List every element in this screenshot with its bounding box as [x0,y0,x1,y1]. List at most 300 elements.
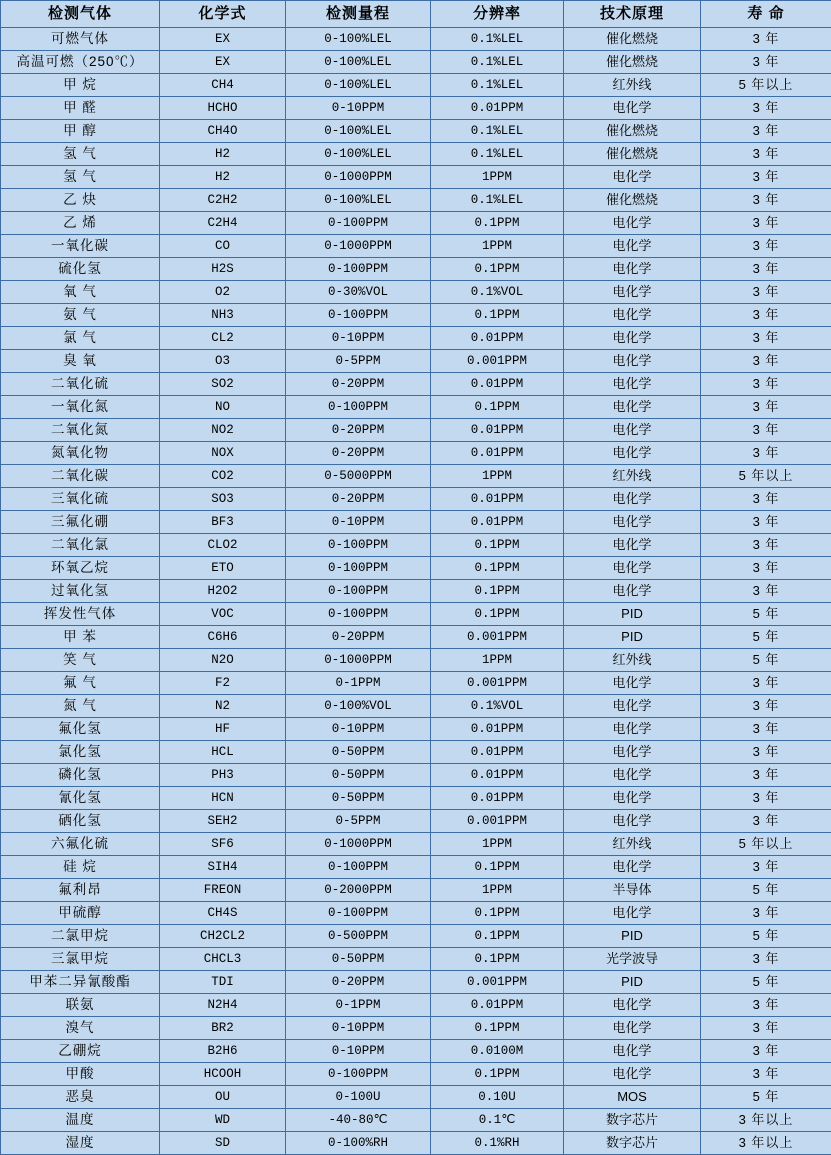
table-row [1,741,831,764]
cell-formula: HCOOH [160,1063,286,1086]
cell-formula: OU [160,1086,286,1109]
cell-life: 5 年 [701,649,831,672]
cell-principle: MOS [564,1086,701,1109]
cell-gas-name: 一氧化氮 [1,396,160,419]
cell-resolution: 1PPM [431,649,564,672]
cell-life: 3 年 [701,994,831,1017]
cell-formula: CH4O [160,120,286,143]
table-row [1,281,831,304]
cell-range: 0-30%VOL [286,281,431,304]
cell-resolution: 0.01PPM [431,97,564,120]
cell-life: 3 年 [701,856,831,879]
cell-resolution: 0.001PPM [431,971,564,994]
cell-life: 3 年 [701,557,831,580]
column-header-resolution: 分辨率 [431,1,564,28]
cell-range: 0-5PPM [286,810,431,833]
table-row [1,235,831,258]
cell-principle: 电化学 [564,350,701,373]
cell-principle: 电化学 [564,810,701,833]
column-header-gas: 检测气体 [1,1,160,28]
cell-resolution: 0.01PPM [431,373,564,396]
cell-principle: 催化燃烧 [564,143,701,166]
cell-principle: 数字芯片 [564,1109,701,1132]
cell-range: 0-100%LEL [286,74,431,97]
table-row [1,212,831,235]
cell-principle: 电化学 [564,97,701,120]
cell-formula: HF [160,718,286,741]
cell-formula: SEH2 [160,810,286,833]
cell-gas-name: 臭 氧 [1,350,160,373]
table-row [1,856,831,879]
cell-life: 3 年 [701,764,831,787]
cell-gas-name: 氟 气 [1,672,160,695]
cell-resolution: 0.1PPM [431,925,564,948]
cell-principle: 催化燃烧 [564,189,701,212]
cell-principle: 电化学 [564,787,701,810]
cell-life: 3 年 [701,787,831,810]
cell-principle: 催化燃烧 [564,51,701,74]
cell-principle: 电化学 [564,304,701,327]
cell-resolution: 0.01PPM [431,442,564,465]
cell-resolution: 0.1PPM [431,557,564,580]
cell-gas-name: 氮氧化物 [1,442,160,465]
table-row [1,603,831,626]
cell-range: 0-100PPM [286,902,431,925]
cell-formula: CH4S [160,902,286,925]
cell-gas-name: 氧 气 [1,281,160,304]
cell-formula: BR2 [160,1017,286,1040]
cell-gas-name: 挥发性气体 [1,603,160,626]
table-row [1,1109,831,1132]
cell-principle: 电化学 [564,1040,701,1063]
cell-formula: NO [160,396,286,419]
table-row [1,189,831,212]
cell-range: 0-100PPM [286,304,431,327]
cell-resolution: 0.1%LEL [431,120,564,143]
cell-range: 0-5000PPM [286,465,431,488]
cell-gas-name: 氯化氢 [1,741,160,764]
cell-range: 0-100%RH [286,1132,431,1155]
cell-principle: 电化学 [564,695,701,718]
cell-life: 3 年 [701,672,831,695]
cell-resolution: 0.1PPM [431,534,564,557]
table-row [1,419,831,442]
cell-gas-name: 氰化氢 [1,787,160,810]
cell-resolution: 0.1%LEL [431,51,564,74]
cell-life: 3 年 [701,534,831,557]
cell-range: 0-50PPM [286,764,431,787]
cell-range: 0-2000PPM [286,879,431,902]
cell-formula: SO3 [160,488,286,511]
cell-life: 3 年 [701,580,831,603]
cell-gas-name: 氟化氢 [1,718,160,741]
cell-principle: 电化学 [564,741,701,764]
cell-range: 0-100PPM [286,396,431,419]
table-row [1,626,831,649]
cell-principle: 电化学 [564,511,701,534]
table-row [1,1040,831,1063]
cell-range: 0-100PPM [286,212,431,235]
cell-formula: O3 [160,350,286,373]
table-row [1,994,831,1017]
cell-principle: 红外线 [564,833,701,856]
cell-range: -40-80℃ [286,1109,431,1132]
table-row [1,350,831,373]
table-row [1,1017,831,1040]
cell-formula: FREON [160,879,286,902]
cell-resolution: 0.01PPM [431,488,564,511]
table-row [1,718,831,741]
cell-principle: 红外线 [564,649,701,672]
cell-resolution: 0.01PPM [431,511,564,534]
cell-resolution: 0.1PPM [431,580,564,603]
cell-formula: HCL [160,741,286,764]
cell-gas-name: 高温可燃（250℃） [1,51,160,74]
table-row [1,28,831,51]
cell-range: 0-20PPM [286,373,431,396]
cell-formula: C6H6 [160,626,286,649]
table-row [1,97,831,120]
table-body [1,28,831,1155]
cell-gas-name: 乙 炔 [1,189,160,212]
cell-life: 5 年 [701,626,831,649]
cell-formula: C2H4 [160,212,286,235]
cell-resolution: 0.1%LEL [431,143,564,166]
table-row [1,902,831,925]
table-row [1,833,831,856]
cell-gas-name: 甲酸 [1,1063,160,1086]
cell-gas-name: 硫化氢 [1,258,160,281]
cell-gas-name: 磷化氢 [1,764,160,787]
cell-range: 0-1PPM [286,672,431,695]
table-row [1,258,831,281]
column-header-formula: 化学式 [160,1,286,28]
cell-life: 3 年 [701,373,831,396]
cell-range: 0-100%VOL [286,695,431,718]
cell-range: 0-100PPM [286,1063,431,1086]
cell-life: 3 年 [701,281,831,304]
cell-gas-name: 甲苯二异氰酸酯 [1,971,160,994]
cell-principle: 电化学 [564,672,701,695]
table-row [1,1132,831,1155]
table-row [1,1063,831,1086]
cell-resolution: 0.1PPM [431,948,564,971]
cell-principle: PID [564,603,701,626]
cell-principle: 电化学 [564,327,701,350]
cell-formula: BF3 [160,511,286,534]
table-row [1,948,831,971]
cell-range: 0-50PPM [286,948,431,971]
table-row [1,557,831,580]
cell-formula: EX [160,51,286,74]
cell-resolution: 0.1PPM [431,603,564,626]
cell-life: 3 年 [701,396,831,419]
cell-range: 0-100PPM [286,603,431,626]
cell-life: 3 年 [701,1063,831,1086]
cell-resolution: 0.1PPM [431,856,564,879]
cell-range: 0-5PPM [286,350,431,373]
cell-resolution: 1PPM [431,166,564,189]
cell-principle: 电化学 [564,258,701,281]
cell-resolution: 0.1%RH [431,1132,564,1155]
cell-life: 3 年 [701,442,831,465]
cell-life: 3 年 [701,1040,831,1063]
cell-resolution: 1PPM [431,465,564,488]
cell-resolution: 0.01PPM [431,741,564,764]
cell-range: 0-10PPM [286,511,431,534]
cell-gas-name: 氢 气 [1,143,160,166]
table-row [1,166,831,189]
cell-gas-name: 氮 气 [1,695,160,718]
cell-gas-name: 三氧化硫 [1,488,160,511]
cell-gas-name: 氯 气 [1,327,160,350]
cell-life: 3 年 [701,304,831,327]
cell-resolution: 0.1PPM [431,212,564,235]
cell-gas-name: 甲 醇 [1,120,160,143]
cell-principle: 催化燃烧 [564,28,701,51]
cell-formula: NH3 [160,304,286,327]
cell-resolution: 0.1PPM [431,258,564,281]
cell-resolution: 0.1%VOL [431,281,564,304]
cell-resolution: 0.1%LEL [431,189,564,212]
cell-principle: 电化学 [564,235,701,258]
cell-range: 0-20PPM [286,488,431,511]
cell-gas-name: 氨 气 [1,304,160,327]
cell-range: 0-10PPM [286,97,431,120]
cell-principle: 电化学 [564,580,701,603]
cell-principle: 电化学 [564,718,701,741]
cell-resolution: 0.01PPM [431,994,564,1017]
cell-range: 0-100%LEL [286,189,431,212]
cell-resolution: 0.001PPM [431,672,564,695]
cell-principle: 电化学 [564,442,701,465]
table-row [1,925,831,948]
cell-gas-name: 乙 烯 [1,212,160,235]
cell-principle: 电化学 [564,419,701,442]
cell-resolution: 0.001PPM [431,626,564,649]
cell-range: 0-20PPM [286,971,431,994]
cell-life: 3 年 [701,166,831,189]
table-row [1,465,831,488]
cell-gas-name: 六氟化硫 [1,833,160,856]
table-row [1,396,831,419]
cell-principle: 电化学 [564,902,701,925]
cell-principle: 电化学 [564,994,701,1017]
cell-resolution: 1PPM [431,833,564,856]
column-header-life: 寿 命 [701,1,831,28]
cell-gas-name: 环氧乙烷 [1,557,160,580]
cell-range: 0-20PPM [286,419,431,442]
cell-formula: CL2 [160,327,286,350]
cell-principle: 电化学 [564,1017,701,1040]
cell-life: 3 年 [701,258,831,281]
cell-range: 0-1000PPM [286,649,431,672]
cell-formula: NOX [160,442,286,465]
cell-formula: O2 [160,281,286,304]
table-row [1,879,831,902]
cell-gas-name: 二氧化氯 [1,534,160,557]
cell-formula: HCHO [160,97,286,120]
cell-formula: N2O [160,649,286,672]
cell-principle: 催化燃烧 [564,120,701,143]
cell-resolution: 0.0100M [431,1040,564,1063]
cell-life: 5 年以上 [701,465,831,488]
cell-range: 0-20PPM [286,442,431,465]
cell-gas-name: 过氧化氢 [1,580,160,603]
cell-principle: 电化学 [564,166,701,189]
cell-resolution: 0.01PPM [431,764,564,787]
cell-resolution: 0.01PPM [431,787,564,810]
cell-resolution: 0.1℃ [431,1109,564,1132]
cell-life: 3 年 [701,51,831,74]
table-header-row [1,1,831,28]
cell-resolution: 0.01PPM [431,718,564,741]
cell-range: 0-10PPM [286,1017,431,1040]
table-row [1,695,831,718]
cell-resolution: 1PPM [431,879,564,902]
cell-life: 5 年以上 [701,833,831,856]
cell-principle: 电化学 [564,1063,701,1086]
table-row [1,810,831,833]
cell-range: 0-20PPM [286,626,431,649]
table-row [1,304,831,327]
cell-resolution: 0.1%LEL [431,28,564,51]
cell-formula: H2 [160,166,286,189]
cell-formula: C2H2 [160,189,286,212]
cell-formula: CO [160,235,286,258]
cell-principle: 电化学 [564,856,701,879]
table-row [1,787,831,810]
cell-gas-name: 恶臭 [1,1086,160,1109]
cell-range: 0-100%LEL [286,28,431,51]
cell-life: 3 年 [701,212,831,235]
table-row [1,74,831,97]
table-row [1,51,831,74]
cell-life: 5 年 [701,879,831,902]
cell-life: 3 年 [701,189,831,212]
cell-range: 0-50PPM [286,741,431,764]
cell-range: 0-100PPM [286,856,431,879]
cell-formula: HCN [160,787,286,810]
table-row [1,327,831,350]
cell-resolution: 0.1PPM [431,1017,564,1040]
cell-resolution: 0.001PPM [431,810,564,833]
cell-principle: 电化学 [564,281,701,304]
cell-life: 3 年以上 [701,1132,831,1155]
table-row [1,649,831,672]
cell-principle: 电化学 [564,557,701,580]
table-row [1,488,831,511]
cell-life: 3 年 [701,350,831,373]
cell-gas-name: 氢 气 [1,166,160,189]
cell-gas-name: 甲硫醇 [1,902,160,925]
cell-formula: WD [160,1109,286,1132]
cell-gas-name: 三氟化硼 [1,511,160,534]
cell-range: 0-100PPM [286,557,431,580]
cell-formula: PH3 [160,764,286,787]
cell-resolution: 0.001PPM [431,350,564,373]
cell-life: 3 年以上 [701,1109,831,1132]
cell-principle: 红外线 [564,74,701,97]
cell-range: 0-100PPM [286,258,431,281]
cell-life: 3 年 [701,948,831,971]
cell-gas-name: 二氧化氮 [1,419,160,442]
cell-principle: PID [564,971,701,994]
cell-life: 3 年 [701,143,831,166]
cell-principle: 电化学 [564,373,701,396]
cell-resolution: 0.01PPM [431,327,564,350]
cell-range: 0-100%LEL [286,143,431,166]
cell-gas-name: 二氯甲烷 [1,925,160,948]
cell-range: 0-100PPM [286,580,431,603]
table-row [1,442,831,465]
table-row [1,373,831,396]
cell-formula: SF6 [160,833,286,856]
cell-range: 0-10PPM [286,718,431,741]
cell-resolution: 0.1%LEL [431,74,564,97]
cell-principle: 电化学 [564,396,701,419]
table-row [1,143,831,166]
cell-life: 5 年 [701,925,831,948]
cell-gas-name: 硒化氢 [1,810,160,833]
column-header-range: 检测量程 [286,1,431,28]
cell-formula: B2H6 [160,1040,286,1063]
cell-principle: 电化学 [564,212,701,235]
cell-formula: H2 [160,143,286,166]
cell-principle: PID [564,925,701,948]
cell-life: 5 年 [701,1086,831,1109]
cell-formula: SD [160,1132,286,1155]
cell-life: 3 年 [701,511,831,534]
cell-principle: 数字芯片 [564,1132,701,1155]
cell-gas-name: 一氧化碳 [1,235,160,258]
cell-life: 3 年 [701,741,831,764]
cell-principle: 红外线 [564,465,701,488]
table-row [1,672,831,695]
cell-formula: CO2 [160,465,286,488]
cell-gas-name: 二氧化碳 [1,465,160,488]
cell-gas-name: 甲 苯 [1,626,160,649]
cell-life: 3 年 [701,327,831,350]
cell-resolution: 0.1PPM [431,304,564,327]
cell-gas-name: 联氨 [1,994,160,1017]
table-row [1,534,831,557]
cell-formula: VOC [160,603,286,626]
cell-formula: CH4 [160,74,286,97]
cell-resolution: 0.1PPM [431,396,564,419]
cell-gas-name: 甲 醛 [1,97,160,120]
cell-principle: 电化学 [564,534,701,557]
cell-gas-name: 湿度 [1,1132,160,1155]
cell-life: 3 年 [701,902,831,925]
cell-formula: F2 [160,672,286,695]
cell-formula: TDI [160,971,286,994]
cell-range: 0-100%LEL [286,120,431,143]
cell-life: 3 年 [701,718,831,741]
cell-gas-name: 硅 烷 [1,856,160,879]
cell-formula: H2O2 [160,580,286,603]
cell-gas-name: 可燃气体 [1,28,160,51]
cell-life: 5 年 [701,603,831,626]
cell-formula: ETO [160,557,286,580]
table-row [1,511,831,534]
table-row [1,764,831,787]
cell-range: 0-100PPM [286,534,431,557]
cell-gas-name: 二氧化硫 [1,373,160,396]
cell-range: 0-1000PPM [286,166,431,189]
cell-gas-name: 三氯甲烷 [1,948,160,971]
cell-principle: 光学波导 [564,948,701,971]
